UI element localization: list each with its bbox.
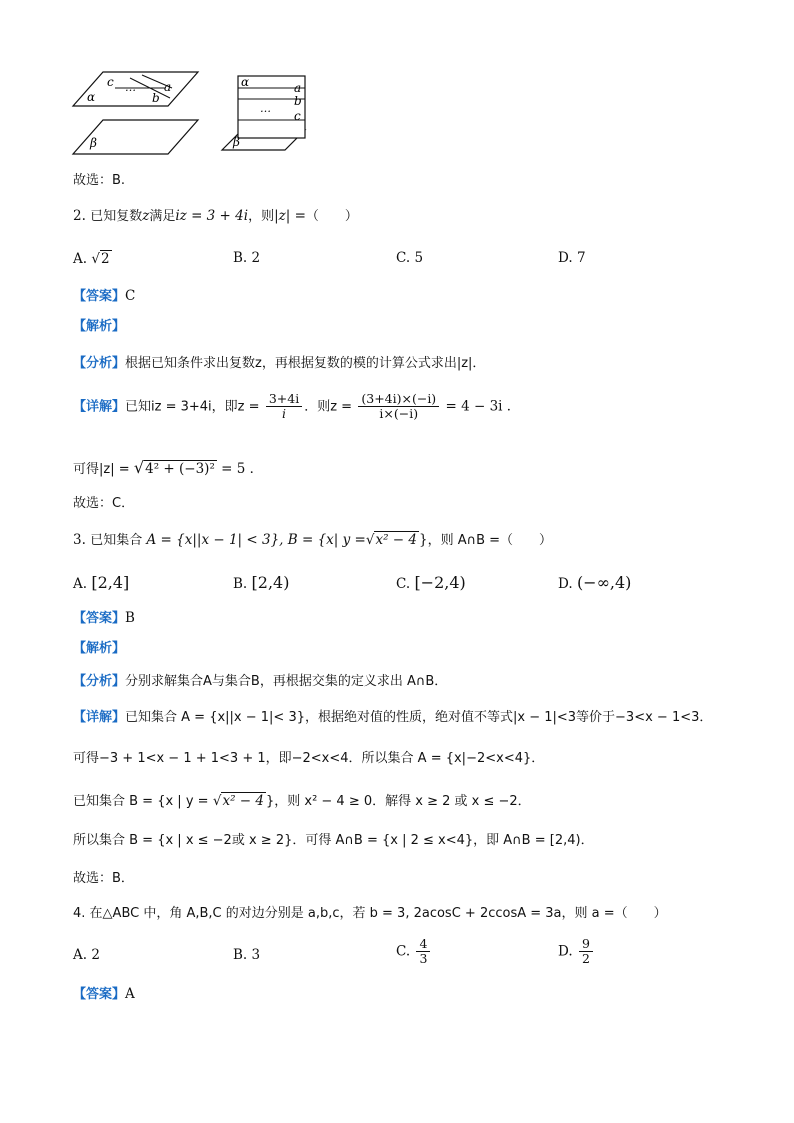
q3-detail-4: 所以集合 B = {x | x ≤ −2或 x ≥ 2}．可得 A∩B = {x | 2 ≤ x<4}，即 A∩B = [2,4)． — [73, 833, 594, 848]
q3-detail-3 — [73, 792, 531, 810]
option-letter: C. — [396, 250, 411, 266]
answer-tag: 【答案】 — [73, 987, 126, 1002]
answer-tag: 【答案】 — [73, 611, 126, 626]
fraction — [266, 392, 302, 422]
fraction-numerator: 9 — [579, 937, 593, 952]
q3-conclusion: 故选：B． — [73, 871, 134, 886]
option-value: [2,4] — [91, 573, 130, 592]
q4-option-c — [396, 937, 432, 967]
option-letter: B. — [233, 576, 248, 592]
sqrt-radicand: x² − 4 — [222, 793, 264, 809]
q3-option-a — [73, 573, 129, 592]
q2-conclusion: 故选：C． — [73, 496, 135, 511]
q2-number: 2. — [73, 208, 86, 224]
q2-stem — [73, 208, 358, 225]
q2-option-b — [233, 250, 260, 266]
fraction-denominator: i×(−i) — [379, 406, 419, 422]
q2-stem-text-3: ，则 — [248, 209, 275, 224]
label-alpha-left: α — [87, 90, 96, 104]
option-value: 2 — [91, 947, 100, 963]
q3-stem — [73, 531, 552, 549]
label-beta-left: β — [90, 136, 97, 150]
option-letter: C. — [396, 576, 411, 592]
label-a-right: a — [294, 81, 302, 95]
fraction — [358, 392, 439, 422]
plane-figure — [70, 68, 320, 158]
sqrt-radicand: x² − 4 — [375, 532, 417, 548]
detail-tag: 【详解】 — [73, 399, 126, 415]
q4-option-d — [558, 937, 595, 967]
analysis-text: 根据已知条件求出复数z，再根据复数的模的计算公式求出|z|． — [125, 356, 486, 371]
option-value: 3 — [251, 947, 261, 963]
option-value: [−2,4) — [414, 573, 466, 592]
option-value: 2 — [100, 251, 110, 267]
label-dots-right: … — [260, 102, 271, 115]
q3-jiexi: 【解析】 — [73, 641, 126, 656]
q3-detail-2: 可得−3 + 1<x − 1 + 1<3 + 1，即−2<x<4．所以集合 A = {x|−2<x<4}． — [73, 751, 545, 766]
option-letter: A. — [73, 947, 88, 963]
detail-text-2: ．则z = — [304, 399, 353, 415]
q2-analysis — [73, 355, 485, 372]
q2-option-c — [396, 250, 423, 266]
q2-answer — [73, 288, 135, 305]
answer-value: A — [125, 986, 135, 1002]
analysis-text: 分别求解集合A与集合B，再根据交集的定义求出 A∩B． — [125, 674, 448, 689]
label-alpha-right: α — [241, 75, 250, 89]
q4-stem — [73, 906, 667, 922]
sqrt-symbol: √ 2 — [91, 251, 110, 267]
q4-option-b — [233, 947, 260, 963]
fraction-denominator: i — [282, 406, 286, 422]
q3-set-b-close: } — [418, 532, 428, 548]
detail-text-1: 已知集合 B = {x | y = — [73, 794, 209, 809]
q2-modulus-line — [73, 458, 263, 478]
answer-value: C — [125, 288, 136, 304]
q2-stem-abs: |z| = — [274, 208, 306, 224]
q1-conclusion: 故选：B. — [73, 173, 126, 188]
option-letter: A. — [73, 576, 88, 592]
detail-text-3: = 4 − 3i ． — [445, 398, 521, 415]
fraction-numerator: (3+4i)×(−i) — [358, 392, 439, 407]
label-a-left: a — [164, 80, 172, 94]
q3-option-d — [558, 573, 631, 592]
detail-tag: 【详解】 — [73, 710, 126, 725]
sqrt-symbol: √ x² − 4 — [212, 793, 264, 809]
option-letter: D. — [558, 943, 573, 960]
detail-text-2: }，则 x² − 4 ≥ 0．解得 x ≥ 2 或 x ≤ −2． — [265, 794, 531, 809]
q3-set-a: A = {x||x − 1| < 3}, B = — [146, 532, 314, 548]
q4-option-a — [73, 947, 100, 963]
option-value: (−∞,4) — [576, 573, 632, 592]
option-letter: D. — [558, 250, 573, 266]
label-beta-right: β — [233, 135, 240, 149]
analysis-tag: 【分析】 — [73, 356, 126, 371]
q3-detail-1 — [73, 709, 712, 726]
q4-number: 4. — [73, 906, 86, 921]
modulus-text: 可得|z| = — [73, 462, 130, 477]
option-letter: B. — [233, 947, 248, 963]
q3-option-c — [396, 573, 466, 592]
option-value: 2 — [251, 250, 261, 266]
q3-stem-text-1: 已知集合 — [90, 533, 143, 548]
q2-jiexi: 【解析】 — [73, 319, 126, 334]
analysis-tag: 【分析】 — [73, 674, 126, 689]
label-b-right: b — [294, 94, 302, 108]
answer-value: B — [125, 610, 135, 626]
option-letter: B. — [233, 250, 248, 266]
sqrt-symbol: √ 4² + (−3)² — [133, 458, 215, 477]
sqrt-radicand: 4² + (−3)² — [145, 461, 215, 477]
answer-tag: 【答案】 — [73, 289, 126, 304]
label-c-left: c — [107, 75, 114, 89]
fraction-denominator: 2 — [581, 951, 590, 967]
option-value: [2,4) — [251, 573, 290, 592]
q2-detail — [73, 392, 520, 422]
modulus-result: = 5 ． — [221, 461, 264, 477]
fraction — [416, 937, 430, 967]
q2-stem-text-2: 满足 — [149, 209, 176, 224]
detail-text: 已知集合 A = {x||x − 1|< 3}，根据绝对值的性质，绝对值不等式|x − 1|<3等价于−3<x − 1<3． — [125, 710, 713, 725]
label-c-right: c — [294, 109, 301, 123]
q2-stem-equation: iz = 3 + 4i — [175, 208, 249, 224]
q4-answer — [73, 986, 135, 1003]
option-letter: D. — [558, 576, 573, 592]
q4-stem-text: 在△ABC 中，角 A,B,C 的对边分别是 a,b,c，若 b = 3, 2acosC + 2ccosA = 3a，则 a =（ ） — [89, 906, 667, 921]
q2-stem-paren: （ ） — [305, 209, 358, 224]
fraction — [579, 937, 593, 967]
q2-option-a — [73, 250, 112, 267]
q2-stem-text-1: 已知复数 — [90, 209, 143, 224]
q3-option-b — [233, 573, 289, 592]
detail-text-1: 已知iz = 3+4i，即z = — [125, 399, 260, 415]
fraction-numerator: 3+4i — [266, 392, 302, 407]
q3-analysis — [73, 673, 447, 690]
fraction-denominator: 3 — [419, 951, 428, 967]
q2-stem-var: z — [142, 208, 150, 224]
option-letter: C. — [396, 943, 411, 960]
fraction-numerator: 4 — [416, 937, 430, 952]
q3-answer — [73, 610, 135, 627]
q3-set-b-open: {x| y = — [317, 532, 366, 548]
option-value: 5 — [414, 250, 424, 266]
option-value: 7 — [576, 250, 586, 266]
label-dots-left: … — [125, 81, 136, 94]
sqrt-symbol: √ x² − 4 — [365, 532, 417, 548]
q3-number: 3. — [73, 532, 86, 548]
q2-option-d — [558, 250, 586, 266]
label-b-left: b — [152, 91, 160, 105]
q3-stem-text-2: ，则 A∩B =（ ） — [427, 533, 553, 548]
option-letter: A. — [73, 251, 88, 267]
